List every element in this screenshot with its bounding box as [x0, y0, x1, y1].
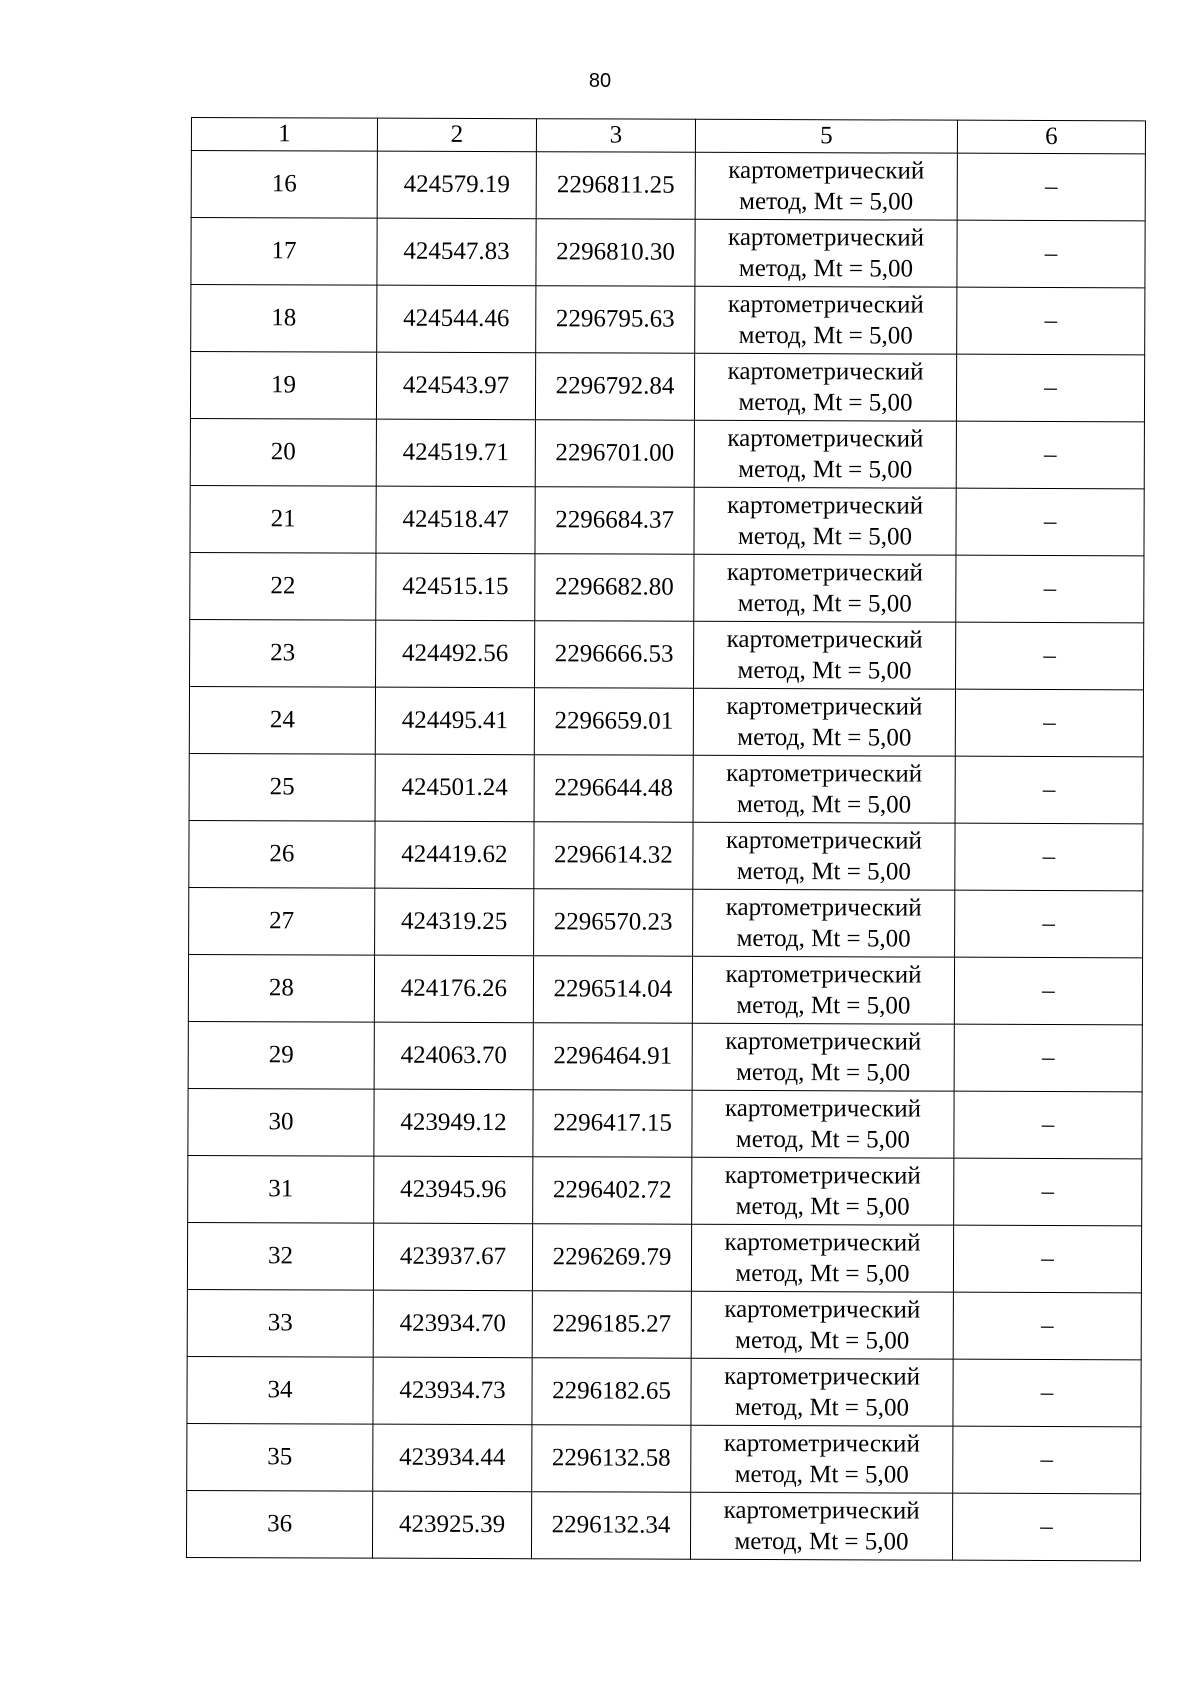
- method-line-1: картометрический: [724, 1161, 921, 1190]
- point-number-cell: 23: [190, 619, 376, 687]
- x-coordinate-cell: 424501.24: [375, 754, 534, 822]
- point-number-cell: 25: [189, 753, 375, 821]
- note-cell: –: [954, 1091, 1142, 1159]
- method-cell: [694, 621, 956, 689]
- table-row: [190, 352, 1144, 422]
- table-body: [186, 151, 1145, 1561]
- method-line-1: картометрический: [727, 491, 924, 520]
- y-coordinate-cell: 2296666.53: [535, 621, 694, 689]
- method-line-1: картометрический: [727, 290, 924, 319]
- x-coordinate-cell: 424419.62: [375, 821, 534, 889]
- method-cell: [691, 1291, 953, 1359]
- method-cell: [694, 353, 956, 421]
- method-line-2: метод, Mt = 5,00: [739, 187, 914, 216]
- x-coordinate-cell: 423949.12: [374, 1089, 533, 1157]
- header-col-3: 3: [536, 119, 695, 153]
- point-number-cell: 33: [187, 1289, 373, 1357]
- y-coordinate-cell: 2296795.63: [536, 286, 695, 354]
- method-cell: [693, 755, 955, 823]
- x-coordinate-cell: 424544.46: [377, 285, 536, 353]
- x-coordinate-cell: 424063.70: [374, 1022, 533, 1090]
- x-coordinate-cell: 423945.96: [374, 1156, 533, 1224]
- x-coordinate-cell: 424492.56: [376, 620, 535, 688]
- table-row: [191, 218, 1145, 288]
- method-line-1: картометрический: [723, 1429, 920, 1458]
- y-coordinate-cell: 2296659.01: [534, 688, 693, 756]
- method-line-1: картометрический: [726, 759, 923, 788]
- x-coordinate-cell: 423934.73: [373, 1357, 532, 1425]
- method-cell: [695, 219, 957, 287]
- method-line-2: метод, Mt = 5,00: [736, 924, 911, 953]
- x-coordinate-cell: 424543.97: [376, 352, 535, 420]
- method-line-1: картометрический: [727, 424, 924, 453]
- note-cell: –: [956, 488, 1144, 556]
- method-cell: [691, 1425, 953, 1493]
- method-cell: [693, 889, 955, 957]
- point-number-cell: 19: [190, 352, 376, 420]
- x-coordinate-cell: 423925.39: [372, 1491, 531, 1559]
- method-cell: [694, 420, 956, 488]
- method-line-2: метод, Mt = 5,00: [737, 723, 912, 752]
- point-number-cell: 17: [191, 218, 377, 286]
- note-cell: –: [952, 1493, 1140, 1561]
- method-line-1: картометрический: [725, 893, 922, 922]
- point-number-cell: 35: [187, 1423, 373, 1491]
- page-number: 80: [588, 70, 612, 92]
- method-line-2: метод, Mt = 5,00: [737, 656, 912, 685]
- y-coordinate-cell: 2296644.48: [534, 755, 693, 823]
- point-number-cell: 27: [189, 887, 375, 955]
- point-number-cell: 28: [188, 954, 374, 1022]
- method-cell: [692, 1090, 954, 1158]
- table-row: [186, 1490, 1140, 1560]
- point-number-cell: 30: [188, 1088, 374, 1156]
- note-cell: –: [955, 756, 1143, 824]
- x-coordinate-cell: 424518.47: [376, 486, 535, 554]
- x-coordinate-cell: 424547.83: [377, 218, 536, 286]
- header-row: [191, 118, 1145, 154]
- table-row: [188, 1021, 1142, 1091]
- y-coordinate-cell: 2296684.37: [535, 487, 694, 555]
- x-coordinate-cell: 424176.26: [374, 955, 533, 1023]
- method-line-1: картометрический: [725, 960, 922, 989]
- method-line-1: картометрический: [724, 1094, 922, 1123]
- method-line-1: картометрический: [726, 558, 923, 587]
- y-coordinate-cell: 2296132.34: [531, 1492, 690, 1560]
- method-line-2: метод, Mt = 5,00: [736, 991, 911, 1020]
- table-row: [189, 887, 1143, 957]
- y-coordinate-cell: 2296182.65: [532, 1358, 691, 1426]
- note-cell: –: [957, 220, 1145, 288]
- note-cell: –: [954, 1158, 1142, 1226]
- method-line-1: картометрический: [725, 826, 923, 855]
- header-col-1: 1: [191, 118, 377, 152]
- point-number-cell: 29: [188, 1021, 374, 1089]
- note-cell: –: [954, 1024, 1142, 1092]
- method-cell: [691, 1358, 953, 1426]
- method-cell: [695, 152, 957, 220]
- table-row: [190, 552, 1144, 622]
- method-line-2: метод, Mt = 5,00: [734, 1393, 910, 1422]
- method-line-2: метод, Mt = 5,00: [735, 1326, 910, 1355]
- table-row: [191, 285, 1145, 355]
- table-header: [191, 118, 1145, 154]
- note-cell: –: [955, 689, 1143, 757]
- x-coordinate-cell: 423934.44: [373, 1424, 532, 1492]
- y-coordinate-cell: 2296701.00: [535, 420, 694, 488]
- method-line-1: картометрический: [724, 1295, 921, 1324]
- table-row: [188, 1155, 1142, 1225]
- y-coordinate-cell: 2296132.58: [532, 1425, 691, 1493]
- coordinates-table: [186, 117, 1146, 1561]
- y-coordinate-cell: 2296185.27: [532, 1291, 691, 1359]
- y-coordinate-cell: 2296269.79: [532, 1224, 691, 1292]
- table-row: [191, 151, 1145, 221]
- point-number-cell: 26: [189, 820, 375, 888]
- y-coordinate-cell: 2296614.32: [534, 822, 693, 890]
- x-coordinate-cell: 423934.70: [373, 1290, 532, 1358]
- method-line-2: метод, Mt = 5,00: [734, 1460, 909, 1489]
- note-cell: –: [956, 354, 1144, 422]
- method-line-1: картометрический: [724, 1228, 921, 1257]
- table-row: [190, 619, 1144, 689]
- y-coordinate-cell: 2296402.72: [533, 1157, 692, 1225]
- header-col-2: 2: [377, 118, 536, 152]
- method-cell: [692, 956, 954, 1024]
- table-row: [189, 686, 1143, 756]
- method-line-2: метод, Mt = 5,00: [735, 1259, 910, 1288]
- x-coordinate-cell: 424515.15: [376, 553, 535, 621]
- method-line-1: картометрический: [728, 223, 925, 252]
- y-coordinate-cell: 2296570.23: [534, 889, 693, 957]
- y-coordinate-cell: 2296682.80: [535, 554, 694, 622]
- method-line-2: метод, Mt = 5,00: [736, 857, 911, 886]
- method-line-1: картометрический: [725, 1027, 922, 1056]
- y-coordinate-cell: 2296792.84: [535, 353, 694, 421]
- point-number-cell: 22: [190, 552, 376, 620]
- method-cell: [693, 688, 955, 756]
- method-line-2: метод, Mt = 5,00: [734, 1527, 909, 1556]
- point-number-cell: 16: [191, 151, 377, 219]
- method-cell: [692, 1023, 954, 1091]
- method-line-1: картометрический: [728, 156, 925, 185]
- point-number-cell: 18: [191, 285, 377, 353]
- note-cell: –: [956, 622, 1144, 690]
- method-line-2: метод, Mt = 5,00: [735, 1192, 910, 1221]
- note-cell: –: [953, 1359, 1141, 1427]
- point-number-cell: 20: [190, 418, 376, 486]
- table-row: [189, 753, 1143, 823]
- point-number-cell: 34: [187, 1356, 373, 1424]
- method-line-1: картометрический: [727, 357, 924, 386]
- method-line-1: картометрический: [726, 625, 923, 654]
- note-cell: –: [956, 421, 1144, 489]
- method-line-2: метод, Mt = 5,00: [737, 790, 912, 819]
- table-row: [188, 954, 1142, 1024]
- method-cell: [693, 822, 955, 890]
- method-line-1: картометрический: [726, 692, 923, 721]
- note-cell: –: [954, 957, 1142, 1025]
- table-row: [187, 1356, 1141, 1426]
- method-line-1: картометрический: [724, 1362, 921, 1391]
- x-coordinate-cell: 424319.25: [375, 888, 534, 956]
- header-col-6: 6: [957, 120, 1145, 154]
- point-number-cell: 36: [186, 1490, 372, 1558]
- note-cell: –: [955, 890, 1143, 958]
- method-cell: [692, 1157, 954, 1225]
- method-line-2: метод, Mt = 5,00: [738, 388, 913, 417]
- method-line-2: метод, Mt = 5,00: [737, 522, 913, 551]
- table-row: [187, 1222, 1141, 1292]
- method-line-1: картометрический: [723, 1496, 920, 1525]
- x-coordinate-cell: 424519.71: [376, 419, 535, 487]
- y-coordinate-cell: 2296514.04: [533, 956, 692, 1024]
- y-coordinate-cell: 2296464.91: [533, 1023, 692, 1091]
- method-cell: [695, 286, 957, 354]
- note-cell: –: [955, 823, 1143, 891]
- method-line-2: метод, Mt = 5,00: [738, 321, 913, 350]
- note-cell: –: [953, 1225, 1141, 1293]
- table-row: [187, 1289, 1141, 1359]
- method-cell: [694, 487, 956, 555]
- y-coordinate-cell: 2296811.25: [536, 152, 695, 220]
- point-number-cell: 21: [190, 485, 376, 553]
- x-coordinate-cell: 424495.41: [375, 687, 534, 755]
- point-number-cell: 32: [187, 1222, 373, 1290]
- y-coordinate-cell: 2296417.15: [533, 1090, 692, 1158]
- note-cell: –: [956, 555, 1144, 623]
- header-col-5: 5: [695, 119, 957, 153]
- table-row: [187, 1423, 1141, 1493]
- method-cell: [690, 1492, 952, 1560]
- x-coordinate-cell: 423937.67: [373, 1223, 532, 1291]
- table-row: [188, 1088, 1142, 1158]
- point-number-cell: 24: [189, 686, 375, 754]
- method-line-2: метод, Mt = 5,00: [738, 254, 914, 283]
- point-number-cell: 31: [188, 1155, 374, 1223]
- method-line-2: метод, Mt = 5,00: [737, 589, 912, 618]
- method-line-2: метод, Mt = 5,00: [738, 455, 913, 484]
- note-cell: –: [957, 153, 1145, 221]
- method-cell: [694, 554, 956, 622]
- y-coordinate-cell: 2296810.30: [536, 219, 695, 287]
- note-cell: –: [953, 1292, 1141, 1360]
- table-row: [190, 418, 1144, 488]
- note-cell: –: [957, 287, 1145, 355]
- method-cell: [691, 1224, 953, 1292]
- method-line-2: метод, Mt = 5,00: [735, 1125, 910, 1154]
- method-line-2: метод, Mt = 5,00: [736, 1058, 911, 1087]
- table-row: [190, 485, 1144, 555]
- note-cell: –: [953, 1426, 1141, 1494]
- table-row: [189, 820, 1143, 890]
- x-coordinate-cell: 424579.19: [377, 151, 536, 219]
